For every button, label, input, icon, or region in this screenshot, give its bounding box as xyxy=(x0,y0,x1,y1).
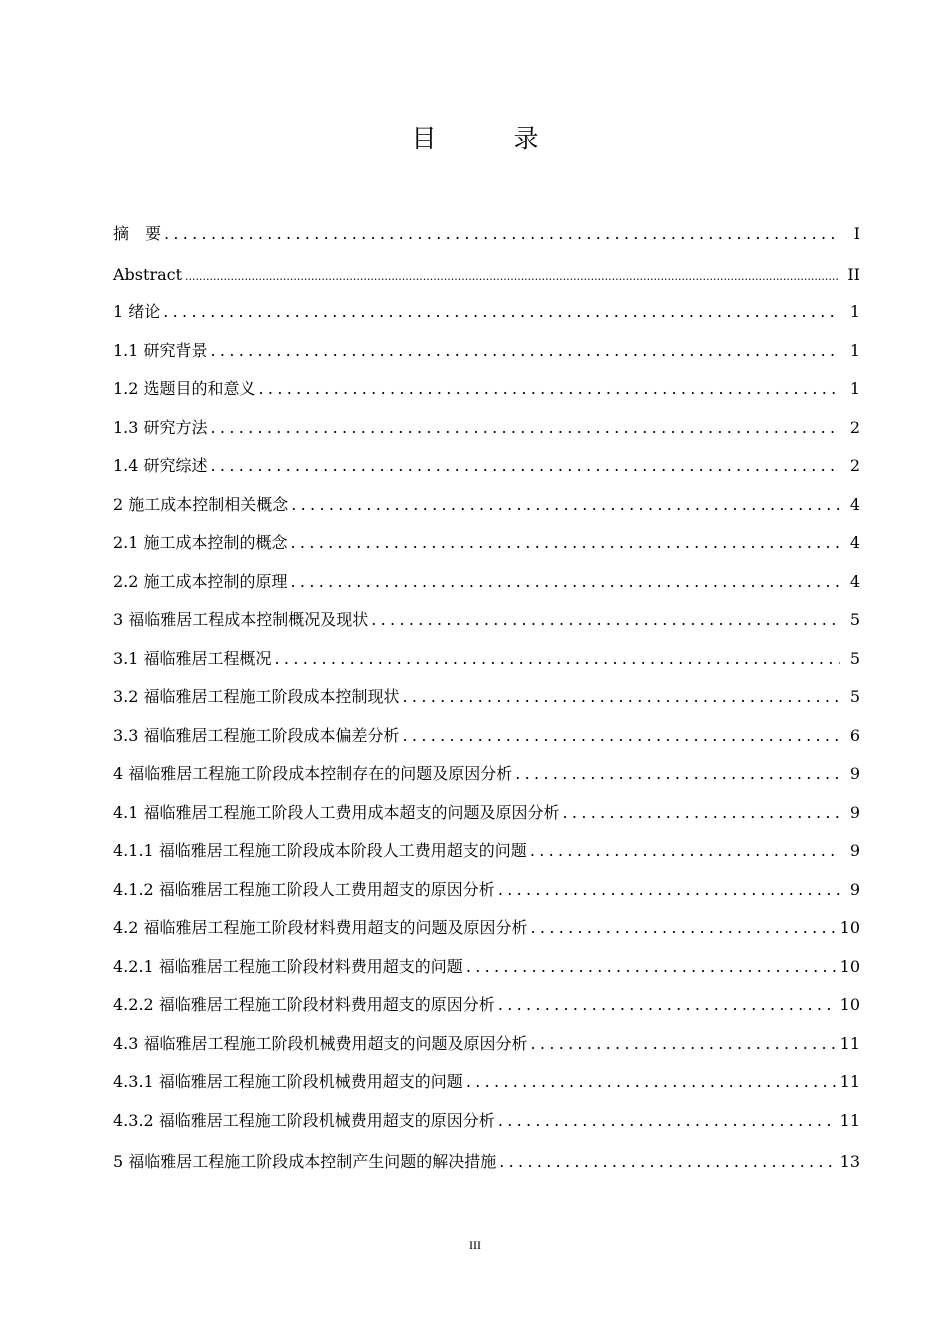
toc-entry[interactable] xyxy=(113,839,860,863)
toc-entry[interactable] xyxy=(113,762,860,786)
toc-label: 1.3 研究方法 xyxy=(113,418,208,437)
toc-page: 2 xyxy=(849,456,860,475)
toc-leader xyxy=(185,265,840,289)
toc-leader xyxy=(498,878,840,902)
toc-entry[interactable] xyxy=(113,1109,860,1133)
toc-entry[interactable] xyxy=(113,608,860,632)
toc-page: 9 xyxy=(849,764,860,783)
toc-label: 4.2.1 福临雅居工程施工阶段材料费用超支的问题 xyxy=(113,957,463,976)
toc-entry[interactable] xyxy=(113,300,860,324)
toc-leader xyxy=(275,647,840,671)
toc-label: 4.1.1 福临雅居工程施工阶段成本阶段人工费用超支的问题 xyxy=(113,841,527,860)
toc-page: 10 xyxy=(839,918,860,937)
toc-leader xyxy=(259,377,840,401)
toc-page: I xyxy=(853,224,860,243)
toc-label: 4.1 福临雅居工程施工阶段人工费用成本超支的问题及原因分析 xyxy=(113,803,560,822)
toc-label: 3.1 福临雅居工程概况 xyxy=(113,649,272,668)
toc-entry[interactable] xyxy=(113,1150,860,1174)
toc-page: 4 xyxy=(849,533,860,552)
toc-page: 10 xyxy=(839,995,860,1014)
toc-page: 11 xyxy=(839,1072,860,1091)
toc-label: 4.3.1 福临雅居工程施工阶段机械费用超支的问题 xyxy=(113,1072,463,1091)
toc-label: 4.2.2 福临雅居工程施工阶段材料费用超支的原因分析 xyxy=(113,995,495,1014)
toc-page: 9 xyxy=(849,803,860,822)
toc-leader xyxy=(403,685,840,709)
toc-leader xyxy=(163,300,840,324)
toc-label: 3.2 福临雅居工程施工阶段成本控制现状 xyxy=(113,687,400,706)
toc-entry[interactable] xyxy=(113,993,860,1017)
toc-page: 9 xyxy=(849,880,860,899)
toc-leader xyxy=(291,493,840,517)
toc-leader xyxy=(211,339,840,363)
toc-page: 4 xyxy=(849,572,860,591)
toc-leader xyxy=(211,416,840,440)
toc-leader xyxy=(291,570,840,594)
toc-entry[interactable] xyxy=(113,531,860,555)
toc-label: 摘 要 xyxy=(113,224,162,243)
toc-label: 3.3 福临雅居工程施工阶段成本偏差分析 xyxy=(113,726,400,745)
toc-entry[interactable] xyxy=(113,647,860,671)
toc-page: 13 xyxy=(839,1152,860,1171)
toc-leader xyxy=(403,724,840,748)
toc-label: 2 施工成本控制相关概念 xyxy=(113,495,289,514)
toc-entry[interactable] xyxy=(113,955,860,979)
toc-page: 4 xyxy=(849,495,860,514)
toc-page: 9 xyxy=(849,841,860,860)
toc-page: 5 xyxy=(849,687,860,706)
toc-page: 5 xyxy=(849,610,860,629)
toc-leader xyxy=(498,1109,836,1133)
toc-leader xyxy=(531,916,836,940)
toc-entry[interactable] xyxy=(113,570,860,594)
toc-entry[interactable] xyxy=(113,339,860,363)
toc-label: 3 福临雅居工程成本控制概况及现状 xyxy=(113,610,369,629)
toc-leader xyxy=(563,801,840,825)
toc-label: Abstract xyxy=(113,265,183,284)
toc-label: 4.3 福临雅居工程施工阶段机械费用超支的问题及原因分析 xyxy=(113,1034,528,1053)
toc-leader xyxy=(530,839,840,863)
toc-leader xyxy=(466,1070,836,1094)
toc-entry[interactable] xyxy=(113,454,860,478)
toc-label: 1.2 选题目的和意义 xyxy=(113,379,256,398)
toc-page: II xyxy=(847,265,860,284)
toc-leader xyxy=(515,762,840,786)
toc-label: 4.1.2 福临雅居工程施工阶段人工费用超支的原因分析 xyxy=(113,880,495,899)
toc-leader xyxy=(531,1032,836,1056)
toc-entry[interactable] xyxy=(113,493,860,517)
toc-entry[interactable] xyxy=(113,222,860,246)
toc-entry[interactable] xyxy=(113,263,860,287)
toc-entry[interactable] xyxy=(113,377,860,401)
toc-label: 1.4 研究综述 xyxy=(113,456,208,475)
toc-page: 2 xyxy=(849,418,860,437)
toc-leader xyxy=(498,993,836,1017)
page-number: III xyxy=(469,1238,481,1252)
toc-page: 11 xyxy=(839,1034,860,1053)
toc-label: 2.1 施工成本控制的概念 xyxy=(113,533,288,552)
toc-entry[interactable] xyxy=(113,416,860,440)
toc-leader xyxy=(499,1150,835,1174)
toc-page: 11 xyxy=(839,1111,860,1130)
toc-entry[interactable] xyxy=(113,1032,860,1056)
toc-leader xyxy=(466,955,836,979)
toc-entry[interactable] xyxy=(113,724,860,748)
toc-entry[interactable] xyxy=(113,916,860,940)
toc-entry[interactable] xyxy=(113,878,860,902)
toc-label: 2.2 施工成本控制的原理 xyxy=(113,572,288,591)
toc-label: 4.3.2 福临雅居工程施工阶段机械费用超支的原因分析 xyxy=(113,1111,495,1130)
toc-page: 1 xyxy=(849,341,860,360)
toc-label: 5 福临雅居工程施工阶段成本控制产生问题的解决措施 xyxy=(113,1152,497,1171)
toc-page: 5 xyxy=(849,649,860,668)
toc-page: 10 xyxy=(839,957,860,976)
toc-label: 4 福临雅居工程施工阶段成本控制存在的问题及原因分析 xyxy=(113,764,513,783)
toc-label: 4.2 福临雅居工程施工阶段材料费用超支的问题及原因分析 xyxy=(113,918,528,937)
toc-entry[interactable] xyxy=(113,1070,860,1094)
toc-leader xyxy=(291,531,840,555)
page-title: 目 录 xyxy=(411,124,565,153)
toc-entry[interactable] xyxy=(113,801,860,825)
toc-page: 1 xyxy=(849,379,860,398)
toc-leader xyxy=(211,454,840,478)
toc-label: 1.1 研究背景 xyxy=(113,341,208,360)
toc-leader xyxy=(164,222,840,246)
toc-page: 1 xyxy=(849,302,860,321)
toc-label: 1 绪论 xyxy=(113,302,161,321)
toc-page: 6 xyxy=(849,726,860,745)
toc-leader xyxy=(371,608,840,632)
toc-entry[interactable] xyxy=(113,685,860,709)
